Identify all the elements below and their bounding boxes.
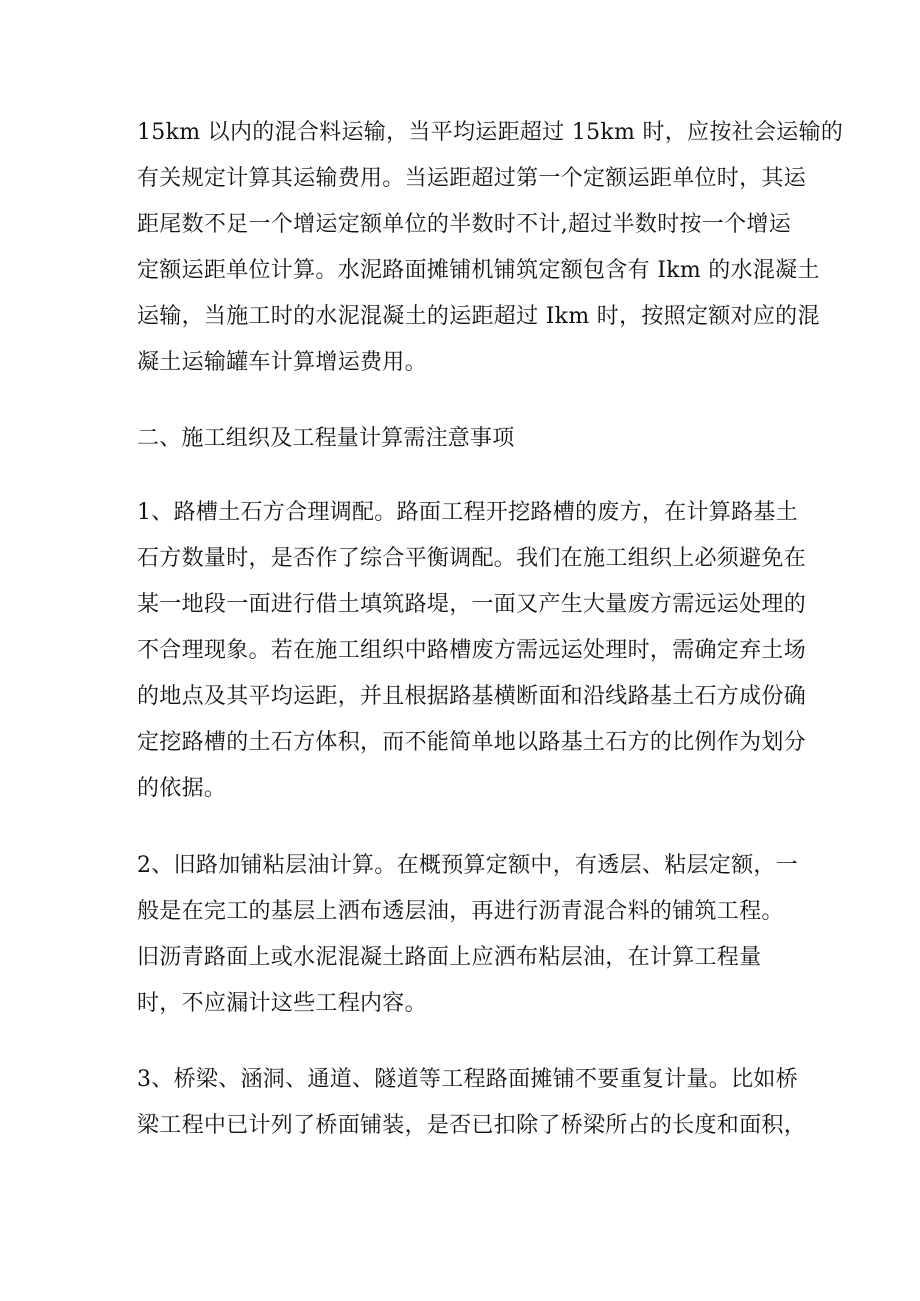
paragraph-1-line-4: 定额运距单位计算。水泥路面摊铺机铺筑定额包含有 Ikm 的水混凝土	[137, 258, 820, 283]
paragraph-1-line-2: 有关规定计算其运输费用。当运距超过第一个定额运距单位时，其运	[137, 166, 807, 191]
paragraph-3-line-7: 的依据。	[137, 776, 227, 801]
paragraph-3-line-2: 石方数量时，是否作了综合平衡调配。我们在施工组织上必须避免在	[137, 546, 807, 571]
paragraph-1-line-3: 距尾数不足一个增运定额单位的半数时不计,超过半数时按一个增运	[137, 212, 791, 237]
paragraph-5-line-1: 3、桥梁、涵洞、通道、隧道等工程路面摊铺不要重复计量。比如桥	[137, 1067, 798, 1092]
paragraph-5-line-2: 梁工程中已计列了桥面铺装，是否已扣除了桥梁所占的长度和面积，	[137, 1113, 807, 1138]
paragraph-4-line-2: 般是在完工的基层上洒布透层油，再进行沥青混合料的铺筑工程。	[137, 899, 784, 924]
paragraph-4-line-3: 旧沥青路面上或水泥混凝土路面上应洒布粘层油，在计算工程量	[137, 945, 762, 970]
section-heading: 二、施工组织及工程量计算需注意事项	[137, 426, 515, 451]
paragraph-4-line-4: 时，不应漏计这些工程内容。	[137, 991, 427, 1016]
paragraph-3-line-1: 1、路槽土石方合理调配。路面工程开挖路槽的废方，在计算路基土	[137, 500, 798, 525]
paragraph-3-line-6: 定挖路槽的土石方体积，而不能简单地以路基土石方的比例作为划分	[137, 730, 807, 755]
paragraph-4-line-1: 2、旧路加铺粘层油计算。在概预算定额中，有透层、粘层定额，一	[137, 853, 798, 878]
paragraph-3-line-4: 不合理现象。若在施工组织中路槽废方需远运处理时，需确定弃土场	[137, 638, 807, 663]
paragraph-3-line-3: 某一地段一面进行借土填筑路堤，一面又产生大量废方需远运处理的	[137, 592, 807, 617]
paragraph-3-line-5: 的地点及其平均运距，并且根据路基横断面和沿线路基土石方成份确	[137, 684, 807, 709]
paragraph-1-line-6: 凝土运输罐车计算增运费用。	[137, 350, 427, 375]
paragraph-1-line-1: 15km 以内的混合料运输，当平均运距超过 15km 时，应按社会运输的	[137, 120, 844, 145]
paragraph-1-line-5: 运输，当施工时的水泥混凝土的运距超过 Ikm 时，按照定额对应的混	[137, 304, 820, 329]
